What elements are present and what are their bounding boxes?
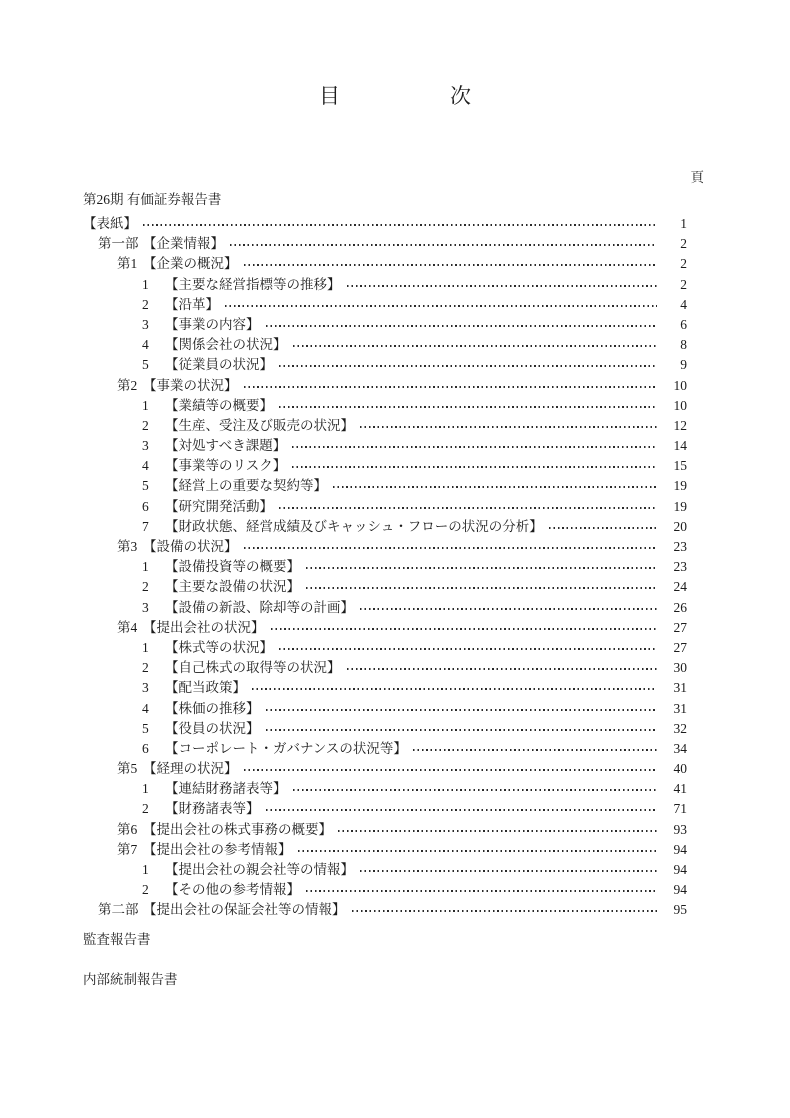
toc-entry-title: 【連結財務諸表等】 bbox=[165, 781, 287, 797]
toc-entry bbox=[83, 779, 687, 799]
toc-entry-prefix: 5 bbox=[142, 357, 149, 373]
audit-report-note: 監査報告書 bbox=[83, 932, 151, 947]
toc-entry-prefix: 2 bbox=[142, 801, 149, 817]
toc-entry-prefix: 2 bbox=[142, 296, 149, 312]
toc-entry-page: 71 bbox=[673, 801, 687, 817]
toc-entry-prefix: 第1 bbox=[117, 256, 138, 272]
toc-entry-prefix: 1 bbox=[142, 276, 149, 292]
toc-entry bbox=[83, 840, 687, 860]
toc-entry-title: 【役員の状況】 bbox=[165, 720, 260, 736]
dot-leader bbox=[279, 507, 657, 509]
toc-entry-page: 23 bbox=[673, 559, 687, 575]
toc-entry-title: 【業績等の概要】 bbox=[165, 397, 273, 413]
toc-entry bbox=[83, 699, 687, 719]
toc-entry-prefix: 4 bbox=[142, 458, 149, 474]
page-title-char-right: 次 bbox=[450, 84, 471, 108]
toc-entry-prefix: 6 bbox=[142, 740, 149, 756]
toc-entry-page: 26 bbox=[673, 599, 687, 615]
dot-leader bbox=[292, 466, 657, 468]
toc-entry-page: 27 bbox=[673, 619, 687, 635]
toc-entry-title: 【主要な設備の状況】 bbox=[165, 579, 300, 595]
toc-entry bbox=[83, 497, 687, 517]
toc-entry bbox=[83, 234, 687, 254]
toc-entry-title: 【株価の推移】 bbox=[165, 700, 260, 716]
toc-entry bbox=[83, 254, 687, 274]
dot-leader bbox=[338, 830, 657, 832]
toc-entry-page: 27 bbox=[673, 639, 687, 655]
dot-leader bbox=[413, 749, 657, 751]
toc-entry bbox=[83, 376, 687, 396]
toc-entry bbox=[83, 577, 687, 597]
toc-entry bbox=[83, 860, 687, 880]
toc-entry-title: 【経理の状況】 bbox=[143, 761, 238, 777]
toc-entry-page: 31 bbox=[673, 700, 687, 716]
toc-entry-title: 【企業の概況】 bbox=[143, 256, 238, 272]
toc-entry-prefix: 1 bbox=[142, 781, 149, 797]
toc-entry-prefix: 第7 bbox=[117, 841, 138, 857]
dot-leader bbox=[279, 648, 657, 650]
toc-entry-title: 【主要な経営指標等の推移】 bbox=[165, 276, 341, 292]
toc-entry-prefix: 第一部 bbox=[98, 236, 139, 252]
dot-leader bbox=[352, 910, 658, 912]
page-title bbox=[0, 84, 790, 108]
toc-entry-title: 【財政状態、経営成績及びキャッシュ・フローの状況の分析】 bbox=[165, 518, 543, 534]
toc-entry-page: 40 bbox=[673, 761, 687, 777]
toc-entry-prefix: 5 bbox=[142, 720, 149, 736]
toc-entry-title: 【財務諸表等】 bbox=[165, 801, 260, 817]
toc-entry-title: 【自己株式の取得等の状況】 bbox=[165, 660, 341, 676]
toc-entry bbox=[83, 900, 687, 920]
toc-entry-page: 4 bbox=[680, 296, 687, 312]
toc-entry-title: 【従業員の状況】 bbox=[165, 357, 273, 373]
dot-leader bbox=[271, 628, 658, 630]
toc-entry-page: 41 bbox=[673, 781, 687, 797]
dot-leader bbox=[143, 224, 657, 226]
toc-entry-page: 9 bbox=[680, 357, 687, 373]
footer-notes bbox=[83, 930, 178, 1010]
toc-entry-title: 【関係会社の状況】 bbox=[165, 337, 287, 353]
toc-entry bbox=[83, 638, 687, 658]
toc-entry-prefix: 4 bbox=[142, 337, 149, 353]
toc-entry bbox=[83, 719, 687, 739]
toc-entry-page: 2 bbox=[680, 276, 687, 292]
dot-leader bbox=[347, 668, 658, 670]
dot-leader bbox=[244, 769, 658, 771]
dot-leader bbox=[279, 365, 657, 367]
toc-entry-page: 12 bbox=[673, 417, 687, 433]
toc-entry-prefix: 1 bbox=[142, 397, 149, 413]
toc-entry-title: 【研究開発活動】 bbox=[165, 498, 273, 514]
toc-entry-title: 【その他の参考情報】 bbox=[165, 882, 300, 898]
toc-entry-title: 【事業等のリスク】 bbox=[165, 458, 287, 474]
dot-leader bbox=[333, 486, 657, 488]
toc-list bbox=[83, 214, 705, 921]
toc-entry bbox=[83, 799, 687, 819]
toc-entry-title: 【提出会社の状況】 bbox=[143, 619, 265, 635]
toc-entry-prefix: 第4 bbox=[117, 619, 138, 635]
page-title-char-left: 目 bbox=[319, 84, 340, 108]
toc-entry bbox=[83, 678, 687, 698]
toc-entry-prefix: 4 bbox=[142, 700, 149, 716]
toc-entry bbox=[83, 214, 687, 234]
toc-entry-prefix: 1 bbox=[142, 862, 149, 877]
toc-entry-page: 15 bbox=[673, 458, 687, 474]
toc-entry-page: 24 bbox=[673, 579, 687, 595]
toc-entry-title: 【事業の内容】 bbox=[165, 316, 260, 332]
toc-entry bbox=[83, 335, 687, 355]
dot-leader bbox=[306, 587, 657, 589]
toc-entry-prefix: 2 bbox=[142, 882, 149, 898]
toc-entry bbox=[83, 759, 687, 779]
toc-entry-title: 【生産、受注及び販売の状況】 bbox=[165, 417, 354, 433]
toc-entry bbox=[83, 618, 687, 638]
toc-entry bbox=[83, 880, 687, 900]
toc-entry-page: 20 bbox=[673, 518, 687, 534]
toc-entry-page: 23 bbox=[673, 539, 687, 554]
dot-leader bbox=[266, 809, 658, 811]
toc-entry-page: 30 bbox=[673, 660, 687, 676]
toc-entry-title: 【設備の新設、除却等の計画】 bbox=[165, 599, 354, 615]
toc-entry-prefix: 7 bbox=[142, 518, 149, 534]
toc-entry-page: 14 bbox=[673, 438, 687, 454]
toc-entry bbox=[83, 456, 687, 476]
toc-entry-page: 19 bbox=[673, 498, 687, 514]
toc-entry-page: 95 bbox=[673, 902, 687, 918]
toc-entry bbox=[83, 739, 687, 759]
toc-entry-page: 10 bbox=[673, 397, 687, 413]
toc-entry-prefix: 2 bbox=[142, 417, 149, 433]
toc-entry-page: 94 bbox=[673, 862, 687, 877]
toc-entry-prefix: 3 bbox=[142, 680, 149, 696]
toc-entry-title: 【提出会社の株式事務の概要】 bbox=[143, 821, 332, 837]
dot-leader bbox=[360, 608, 657, 610]
toc-entry bbox=[83, 517, 687, 537]
toc-entry-title: 【企業情報】 bbox=[143, 236, 224, 252]
dot-leader bbox=[279, 406, 657, 408]
toc-entry-prefix: 3 bbox=[142, 316, 149, 332]
toc-entry bbox=[83, 820, 687, 840]
toc-entry-title: 【事業の状況】 bbox=[143, 377, 238, 393]
toc-entry-page: 32 bbox=[673, 720, 687, 736]
dot-leader bbox=[225, 305, 657, 307]
dot-leader bbox=[293, 789, 658, 791]
toc-entry bbox=[83, 537, 687, 557]
toc-entry-page: 10 bbox=[673, 377, 687, 393]
toc-entry bbox=[83, 396, 687, 416]
toc-entry-page: 94 bbox=[673, 882, 687, 898]
dot-leader bbox=[266, 729, 658, 731]
toc-entry-prefix: 第3 bbox=[117, 539, 138, 554]
toc-entry-title: 【沿革】 bbox=[165, 296, 219, 312]
dot-leader bbox=[347, 285, 658, 287]
toc-entry-page: 6 bbox=[680, 316, 687, 332]
toc-entry-prefix: 5 bbox=[142, 478, 149, 494]
toc-entry-title: 【提出会社の保証会社等の情報】 bbox=[143, 902, 346, 918]
toc-entry bbox=[83, 557, 687, 577]
dot-leader bbox=[549, 527, 657, 529]
toc-entry-page: 93 bbox=[673, 821, 687, 837]
toc-entry bbox=[83, 315, 687, 335]
dot-leader bbox=[230, 244, 657, 246]
dot-leader bbox=[298, 850, 658, 852]
toc-entry-prefix: 1 bbox=[142, 559, 149, 575]
toc-entry-prefix: 2 bbox=[142, 579, 149, 595]
toc-entry-prefix: 2 bbox=[142, 660, 149, 676]
toc-entry-page: 8 bbox=[680, 337, 687, 353]
toc-entry bbox=[83, 275, 687, 295]
toc-entry-page: 1 bbox=[680, 216, 687, 231]
toc-entry-page: 34 bbox=[673, 740, 687, 756]
toc-entry-title: 【表紙】 bbox=[83, 216, 137, 231]
dot-leader bbox=[360, 870, 657, 872]
toc-entry-page: 31 bbox=[673, 680, 687, 696]
toc-entry bbox=[83, 295, 687, 315]
toc-entry-title: 【提出会社の参考情報】 bbox=[143, 841, 292, 857]
toc-entry bbox=[83, 476, 687, 496]
toc-entry-prefix: 第6 bbox=[117, 821, 138, 837]
dot-leader bbox=[244, 386, 658, 388]
toc-entry-prefix: 3 bbox=[142, 438, 149, 454]
dot-leader bbox=[244, 547, 658, 549]
toc-entry bbox=[83, 436, 687, 456]
toc-entry bbox=[83, 658, 687, 678]
dot-leader bbox=[360, 426, 657, 428]
toc-entry bbox=[83, 355, 687, 375]
toc-entry-prefix: 3 bbox=[142, 599, 149, 615]
report-title: 第26期 有価証券報告書 bbox=[83, 192, 222, 207]
toc-entry-prefix: 第二部 bbox=[98, 902, 139, 918]
toc-entry-title: 【提出会社の親会社等の情報】 bbox=[165, 862, 354, 877]
toc-entry-title: 【設備の状況】 bbox=[143, 539, 238, 554]
toc-entry-prefix: 第5 bbox=[117, 761, 138, 777]
dot-leader bbox=[266, 709, 658, 711]
toc-entry-page: 2 bbox=[680, 236, 687, 252]
toc-entry-title: 【設備投資等の概要】 bbox=[165, 559, 300, 575]
toc-entry-prefix: 第2 bbox=[117, 377, 138, 393]
toc-entry-prefix: 1 bbox=[142, 639, 149, 655]
dot-leader bbox=[266, 325, 658, 327]
internal-control-report-note: 内部統制報告書 bbox=[83, 972, 178, 987]
toc-entry bbox=[83, 598, 687, 618]
dot-leader bbox=[292, 446, 657, 448]
dot-leader bbox=[293, 345, 658, 347]
dot-leader bbox=[306, 890, 657, 892]
toc-entry-prefix: 6 bbox=[142, 498, 149, 514]
toc-entry-title: 【コーポレート・ガバナンスの状況等】 bbox=[165, 740, 407, 756]
toc-entry-title: 【株式等の状況】 bbox=[165, 639, 273, 655]
toc-entry-title: 【対処すべき課題】 bbox=[165, 438, 287, 454]
toc-entry-page: 94 bbox=[673, 841, 687, 857]
toc-entry bbox=[83, 416, 687, 436]
toc-entry-page: 2 bbox=[680, 256, 687, 272]
dot-leader bbox=[252, 688, 657, 690]
dot-leader bbox=[244, 264, 658, 266]
toc-entry-title: 【経営上の重要な契約等】 bbox=[165, 478, 327, 494]
dot-leader bbox=[306, 567, 657, 569]
page-column-label: 頁 bbox=[690, 170, 704, 185]
toc-entry-title: 【配当政策】 bbox=[165, 680, 246, 696]
toc-entry-page: 19 bbox=[673, 478, 687, 494]
